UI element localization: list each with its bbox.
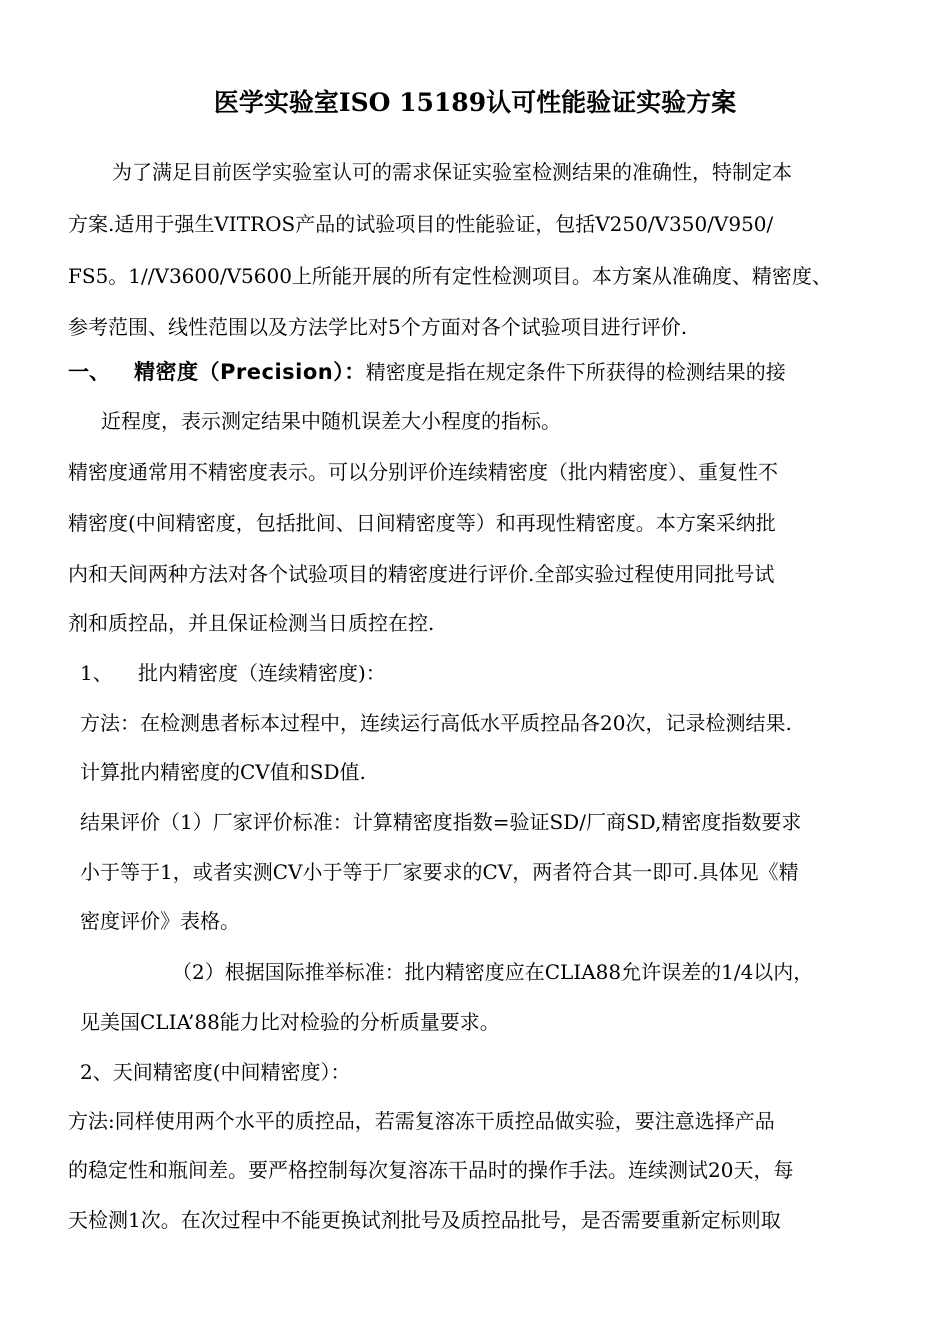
intro-line-2: 方案.适用于强生VITROS产品的试验项目的性能验证，包括V250/V350/V950/ [68,212,774,236]
subsection-1-eval-line-1: 结果评价（1）厂家评价标准：计算精密度指数=验证SD/厂商SD,精密度指数要求 [80,810,802,834]
subsection-1-method-line-1: 方法：在检测患者标本过程中，连续运行高低水平质控品各20次，记录检测结果. [80,711,792,735]
intro-line-3: FS5。1//V3600/V5600上所能开展的所有定性检测项目。本方案从准确度、精密度、 [68,264,832,288]
subsection-2-heading: 2、天间精密度(中间精密度）： [80,1060,351,1084]
subsection-1-eval-line-3: 密度评价》表格。 [80,909,240,933]
section-1-definition-end: 近程度，表示测定结果中随机误差大小程度的指标。 [101,409,561,433]
subsection-2-method-line-2: 的稳定性和瓶间差。要严格控制每次复溶冻干品时的操作手法。连续测试20天，每 [68,1158,794,1182]
precision-paragraph-line-2: 精密度(中间精密度，包括批间、日间精密度等）和再现性精密度。本方案采纳批 [68,511,776,535]
section-1-number: 一、 [68,360,110,384]
subsection-1-eval-line-2: 小于等于1，或者实测CV小于等于厂家要求的CV，两者符合其一即可.具体见《精 [80,860,799,884]
precision-paragraph-line-1: 精密度通常用不精密度表示。可以分别评价连续精密度（批内精密度）、重复性不 [68,460,778,484]
precision-paragraph-line-4: 剂和质控品，并且保证检测当日质控在控. [68,611,435,635]
subsection-2-method-line-1: 方法:同样使用两个水平的质控品，若需复溶冻干质控品做实验，要注意选择产品 [68,1109,775,1133]
subsection-1-heading [80,659,386,687]
section-1-definition-start: 精密度是指在规定条件下所获得的检测结果的接 [365,360,786,384]
intro-line-1: 为了满足目前医学实验室认可的需求保证实验室检测结果的准确性，特制定本 [112,160,792,184]
subsection-1-number: 1、 [80,661,113,685]
subsection-1-eval2-line-1: （2）根据国际推举标准：批内精密度应在CLIA88允许误差的1/4以内， [172,960,814,984]
section-1-title: 精密度（Precision）： [134,360,366,384]
precision-paragraph-line-3: 内和天间两种方法对各个试验项目的精密度进行评价.全部实验过程使用同批号试 [68,562,775,586]
document-title: 医学实验室ISO 15189认可性能验证实验方案 [213,88,737,117]
subsection-2-method-line-3: 天检测1次。在次过程中不能更换试剂批号及质控品批号，是否需要重新定标则取 [68,1208,781,1232]
intro-line-4: 参考范围、线性范围以及方法学比对5个方面对各个试验项目进行评价. [68,315,688,339]
subsection-1-eval2-line-2: 见美国CLIA’88能力比对检验的分析质量要求。 [80,1010,500,1034]
section-1-heading-line [68,358,786,386]
subsection-1-title: 批内精密度（连续精密度)： [138,661,386,685]
subsection-1-method-line-2: 计算批内精密度的CV值和SD值. [80,760,366,784]
